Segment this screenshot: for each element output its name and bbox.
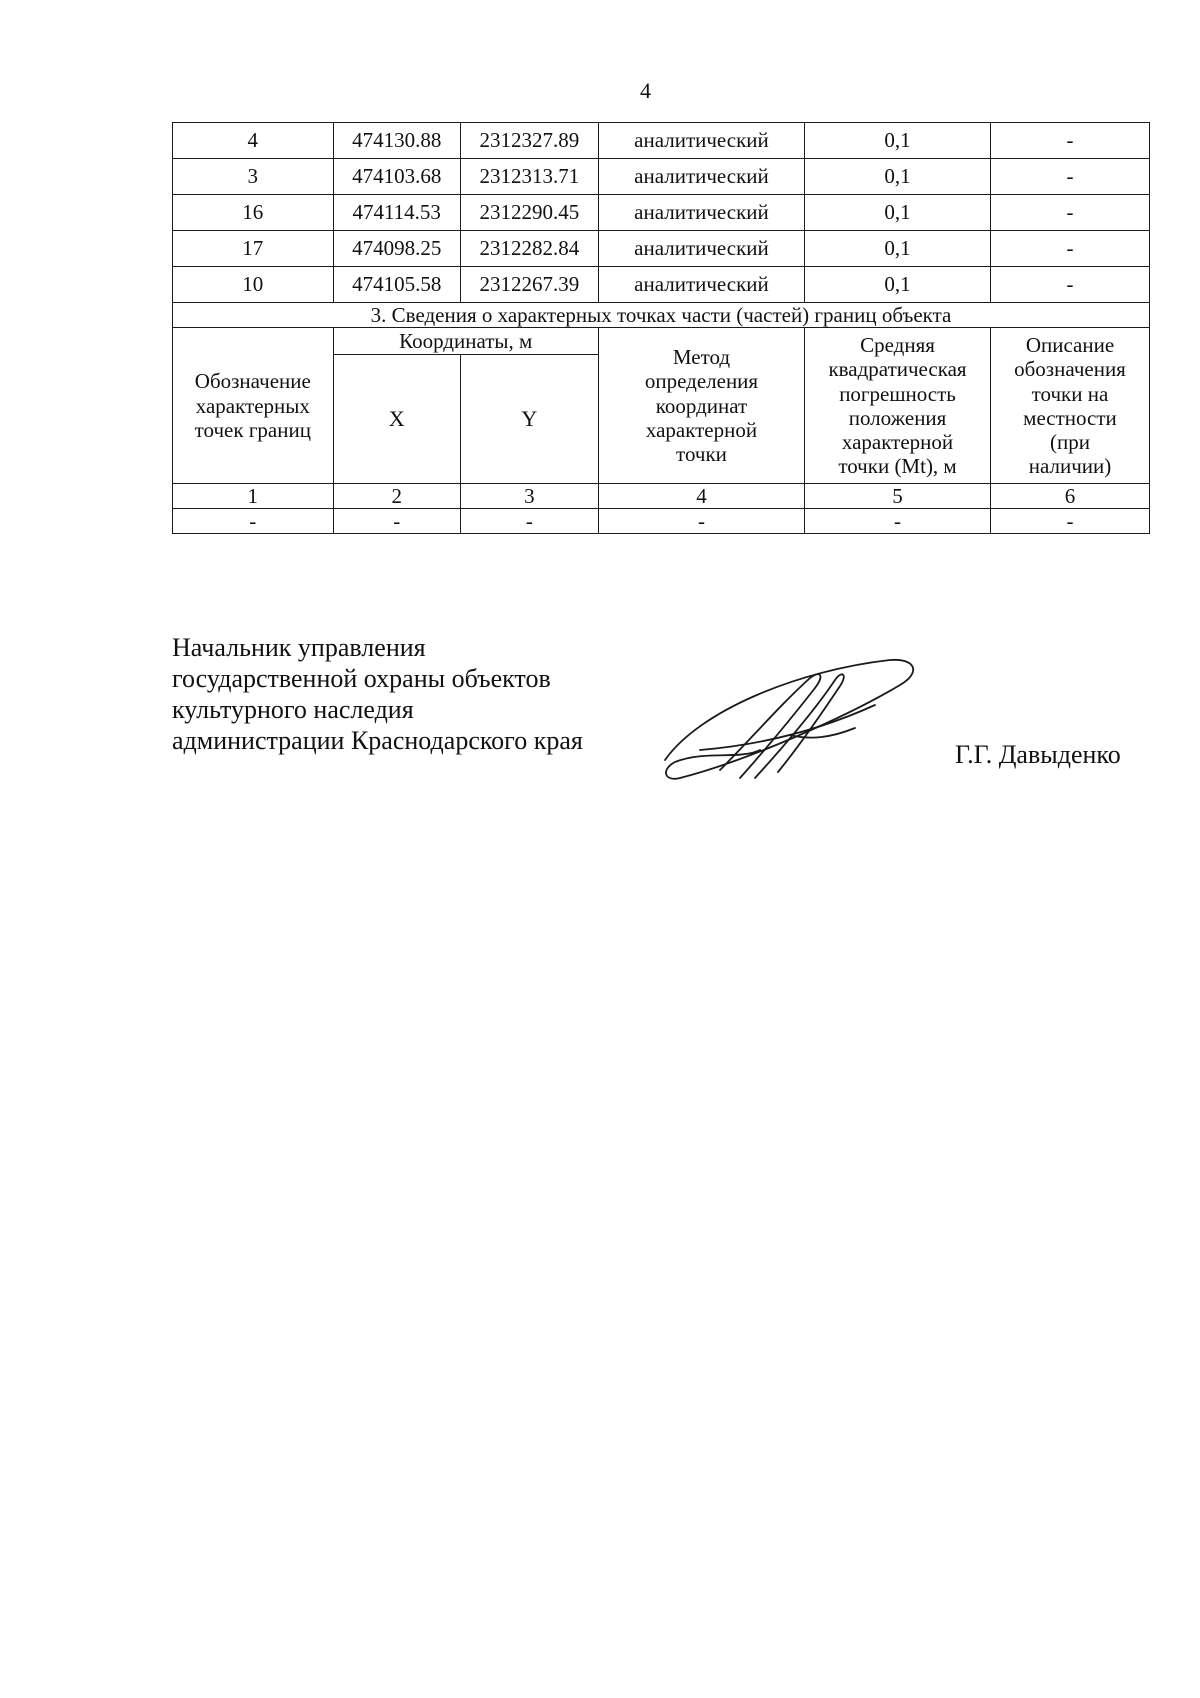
header-method xyxy=(598,328,804,484)
signer-title xyxy=(172,632,583,756)
signer-title-line: культурного наследия xyxy=(172,695,414,724)
table-row xyxy=(173,267,1150,303)
y-coordinate-cell: 2312282.84 xyxy=(460,231,598,267)
error-cell: 0,1 xyxy=(805,159,991,195)
y-coordinate-cell: 2312327.89 xyxy=(460,123,598,159)
column-number: 2 xyxy=(333,484,460,509)
header-description-label: Описание обозначения точки на местности (при наличии) xyxy=(1014,333,1126,478)
x-coordinate-cell: 474103.68 xyxy=(333,159,460,195)
point-designation-cell: 3 xyxy=(173,159,334,195)
table-row xyxy=(173,231,1150,267)
x-coordinate-cell: 474114.53 xyxy=(333,195,460,231)
method-cell: аналитический xyxy=(598,231,804,267)
column-number: 5 xyxy=(805,484,991,509)
section-title: 3. Сведения о характерных точках части (частей) границ объекта xyxy=(173,303,1150,328)
signer-title-line: администрации Краснодарского края xyxy=(172,726,583,755)
header-designation xyxy=(173,328,334,484)
header-error xyxy=(805,328,991,484)
method-cell: аналитический xyxy=(598,195,804,231)
error-cell: 0,1 xyxy=(805,267,991,303)
column-number: 3 xyxy=(460,484,598,509)
empty-cell: - xyxy=(990,509,1149,534)
table-row xyxy=(173,123,1150,159)
header-x: X xyxy=(333,355,460,484)
description-cell: - xyxy=(990,159,1149,195)
section-title-row xyxy=(173,303,1150,328)
y-coordinate-cell: 2312290.45 xyxy=(460,195,598,231)
y-coordinate-cell: 2312267.39 xyxy=(460,267,598,303)
error-cell: 0,1 xyxy=(805,195,991,231)
error-cell: 0,1 xyxy=(805,123,991,159)
description-cell: - xyxy=(990,231,1149,267)
header-coordinates: Координаты, м xyxy=(333,328,598,355)
y-coordinate-cell: 2312313.71 xyxy=(460,159,598,195)
header-method-label: Метод определения координат характерной точки xyxy=(644,345,759,466)
empty-cell: - xyxy=(460,509,598,534)
header-row xyxy=(173,328,1150,355)
coordinates-table xyxy=(172,122,1150,534)
point-designation-cell: 16 xyxy=(173,195,334,231)
table-row xyxy=(173,195,1150,231)
column-number-row xyxy=(173,484,1150,509)
empty-cell: - xyxy=(333,509,460,534)
point-designation-cell: 10 xyxy=(173,267,334,303)
signer-title-line: государственной охраны объектов xyxy=(172,664,551,693)
signer-name: Г.Г. Давыденко xyxy=(955,740,1121,769)
x-coordinate-cell: 474130.88 xyxy=(333,123,460,159)
x-coordinate-cell: 474098.25 xyxy=(333,231,460,267)
empty-cell: - xyxy=(805,509,991,534)
empty-cell: - xyxy=(173,509,334,534)
description-cell: - xyxy=(990,195,1149,231)
method-cell: аналитический xyxy=(598,123,804,159)
header-y: Y xyxy=(460,355,598,484)
description-cell: - xyxy=(990,267,1149,303)
column-number: 1 xyxy=(173,484,334,509)
x-coordinate-cell: 474105.58 xyxy=(333,267,460,303)
signature-icon xyxy=(660,650,920,800)
description-cell: - xyxy=(990,123,1149,159)
header-error-label: Средняя квадратическая погрешность положения характерной точки (Mt), м xyxy=(828,333,967,478)
method-cell: аналитический xyxy=(598,159,804,195)
error-cell: 0,1 xyxy=(805,231,991,267)
table-row xyxy=(173,509,1150,534)
header-description xyxy=(990,328,1149,484)
signer-title-line: Начальник управления xyxy=(172,633,426,662)
column-number: 4 xyxy=(598,484,804,509)
point-designation-cell: 4 xyxy=(173,123,334,159)
method-cell: аналитический xyxy=(598,267,804,303)
empty-cell: - xyxy=(598,509,804,534)
point-designation-cell: 17 xyxy=(173,231,334,267)
column-number: 6 xyxy=(990,484,1149,509)
table-row xyxy=(173,159,1150,195)
page-number: 4 xyxy=(640,78,651,103)
header-designation-label: Обозначение характерных точек границ xyxy=(194,369,311,442)
